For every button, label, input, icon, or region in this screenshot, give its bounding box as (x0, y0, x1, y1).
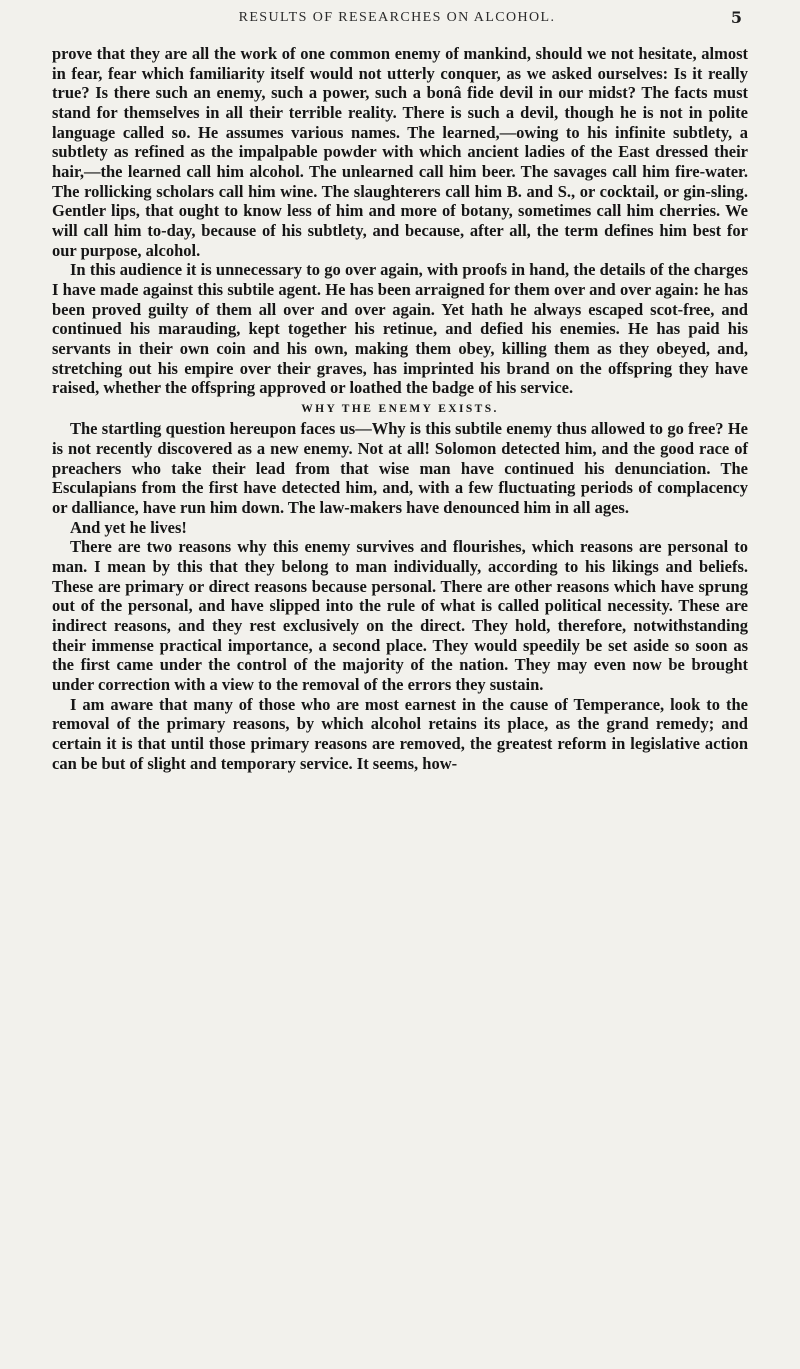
running-title: RESULTS OF RESEARCHES ON ALCOHOL. (238, 10, 556, 25)
paragraph: I am aware that many of those who are most earnest in the cause of Temperance, look to the removal of the primary reasons, by which alcohol retains its place, as the grand remedy; and certain it is that until those primary reasons are removed, the greatest reform in legislative action can be but of slight and temporary service. It seems, how- (52, 694, 748, 773)
paragraph: In this audience it is unnecessary to go over again, with proofs in hand, the details of the charges I have made against this subtile agent. He has been arraigned for them over and over again: he has been proved guilty of them all over and over again. Yet hath he always escaped scot-free, and continued his marauding, kept together his retinue, and defied his enemies. He has paid his servants in their own coin and his own, making them obey, killing them as they obeyed, and, stretching out his empire over their graves, has imprinted his brand on the offspring they have raised, whether the offspring approved or loathed the badge of his service. (52, 260, 748, 398)
body-text (52, 44, 748, 773)
paragraph: And yet he lives! (70, 517, 187, 537)
section-heading: WHY THE ENEMY EXISTS. (301, 402, 499, 415)
paragraph: The startling question hereupon faces us—Why is this subtile enemy thus allowed to go free? He is not recently discovered as a new enemy. Not at all! Solomon detected him, and the good race of preachers who take their lead from that wise man have continued his denunciation. The Esculapians from the first have detected him, and, with a few fluctuating periods of complacency or dalliance, have run him down. The law-makers have denounced him in all ages. (52, 419, 748, 518)
paragraph: prove that they are all the work of one common enemy of mankind, should we not hesitate, almost in fear, fear which familiarity itself would not utterly conquer, as we asked ourselves: Is it really true? Is there such an enemy, such a power, such a bonâ fide devil in our midst? The facts must stand for themselves in all their terrible reality. There is such a devil, though he is not in polite language called so. He assumes various names. The learned,—owing to his infinite subtlety, a subtlety as refined as the impalpable powder with which ancient ladies of the East dressed their hair,—the learned call him alcohol. The unlearned call him beer. The savages call him fire-water. The rollicking scholars call him wine. The slaughterers call him B. and S., or cocktail, or gin-sling. Gentler lips, that ought to know less of him and more of botany, sometimes call him cherries. We will call him to-day, because of his subtlety, and because, after all, the term defines him best for our purpose, alcohol. (52, 44, 748, 260)
page-number: 5 (730, 8, 742, 27)
running-head (52, 6, 742, 30)
paragraph: There are two reasons why this enemy survives and flourishes, which reasons are personal to man. I mean by this that they belong to man individually, according to his likings and beliefs. These are primary or direct reasons because personal. There are other reasons which have sprung out of the personal, and have slipped into the rule of what is called political necessity. These are indirect reasons, and they rest exclusively on the direct. They hold, therefore, notwithstanding their immense practical importance, a second place. They would speedily be set aside so soon as the first came under the control of the majority of the nation. They may even now be brought under correction with a view to the removal of the errors they sustain. (52, 537, 748, 694)
